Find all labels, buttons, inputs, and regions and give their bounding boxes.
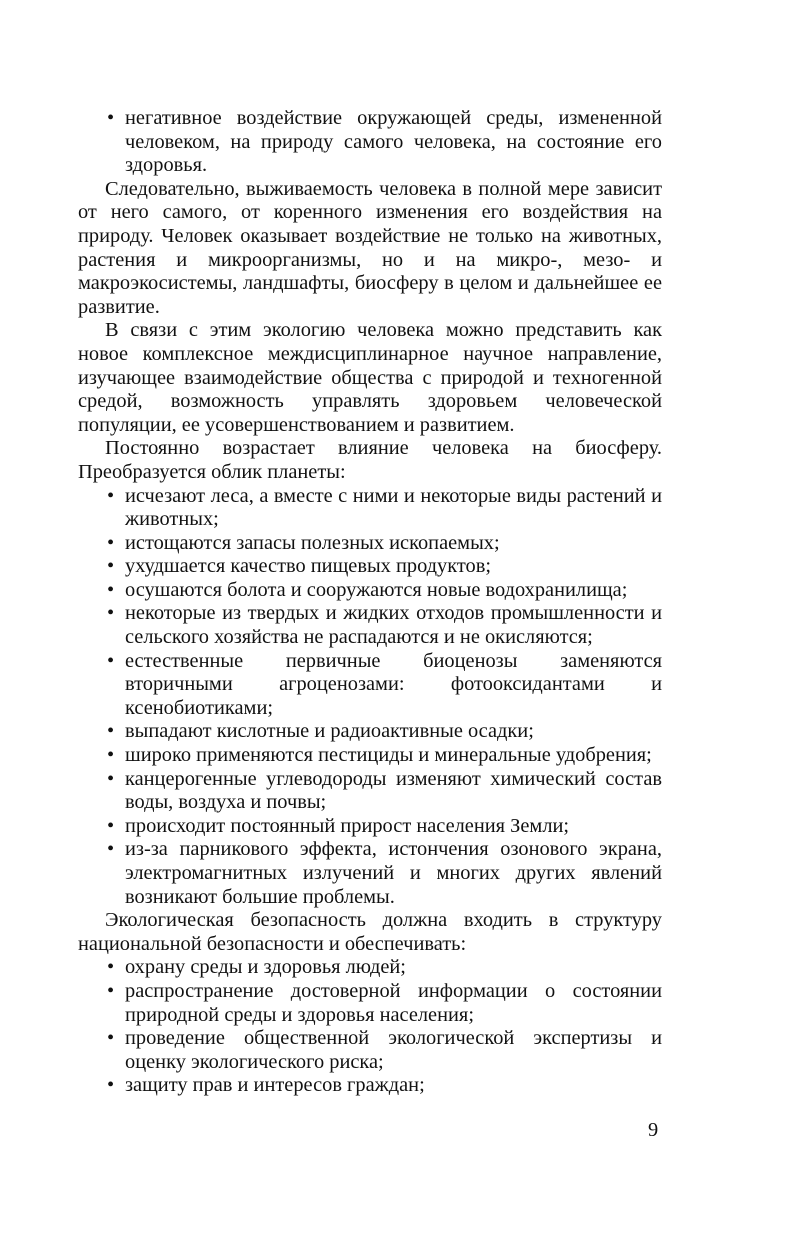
paragraph: Постоянно возрастает влияние человека на биосферу. Преобразуется облик планеты: <box>78 437 662 483</box>
list-item: • естественные первичные биоценозы заменяются вторичными агроценозами: фотооксидантами и ксенобиотиками; <box>78 650 662 721</box>
bullet-list <box>78 485 662 910</box>
page-number: 9 <box>648 1119 659 1141</box>
paragraph: Экологическая безопасность должна входить в структуру национальной безопасности и обеспечивать: <box>78 909 662 955</box>
page-body <box>78 107 662 1098</box>
list-item: • канцерогенные углеводороды изменяют химический состав воды, воздуха и почвы; <box>78 768 662 815</box>
list-item: • исчезают леса, а вместе с ними и некоторые виды растений и животных; <box>78 485 662 532</box>
bullet-list <box>78 107 662 178</box>
list-item: • охрану среды и здоровья людей; <box>78 956 662 980</box>
list-item: • из-за парникового эффекта, истончения озонового экрана, электромагнитных излучений и многих других явлений возникают большие проблемы. <box>78 838 662 909</box>
list-item: • защиту прав и интересов граждан; <box>78 1074 662 1098</box>
list-item: • осушаются болота и сооружаются новые водохранилища; <box>78 579 662 603</box>
list-item: • ухудшается качество пищевых продуктов; <box>78 555 662 579</box>
paragraph: В связи с этим экологию человека можно представить как новое комплексное междисциплинарное научное направление, изучающее взаимодействие общества с природой и техногенной средой, возможность управлять здоровьем человеческой популяции, ее усовершенствованием и развитием. <box>78 319 662 436</box>
list-item: • истощаются запасы полезных ископаемых; <box>78 532 662 556</box>
bullet-list <box>78 956 662 1098</box>
list-item: • происходит постоянный прирост населения Земли; <box>78 815 662 839</box>
list-item: • выпадают кислотные и радиоактивные осадки; <box>78 720 662 744</box>
paragraph: Следовательно, выживаемость человека в полной мере зависит от него самого, от коренного изменения его воздействия на природу. Человек оказывает воздействие не только на животных, растения и микроорганизмы, но и на микро-, мезо- и макроэкосистемы, ландшафты, биосферу в целом и дальнейшее ее развитие. <box>78 177 662 318</box>
list-item: • распространение достоверной информации о состоянии природной среды и здоровья населения; <box>78 980 662 1027</box>
list-item: • проведение общественной экологической экспертизы и оценку экологического риска; <box>78 1027 662 1074</box>
list-item: • широко применяются пестициды и минеральные удобрения; <box>78 744 662 768</box>
list-item: • негативное воздействие окружающей среды, измененной человеком, на природу самого человека, на состояние его здоровья. <box>78 107 662 178</box>
list-item: • некоторые из твердых и жидких отходов промышленности и сельского хозяйства не распадаются и не окисляются; <box>78 602 662 649</box>
